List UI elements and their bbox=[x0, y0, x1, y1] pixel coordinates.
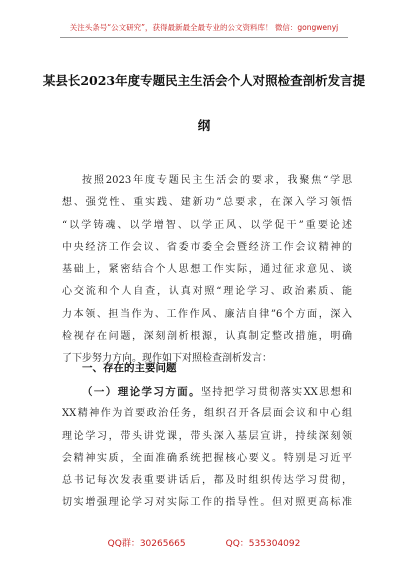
theory-line: 切实增强理论学习对实际工作的指导性。但对照更高标准 bbox=[62, 497, 352, 509]
intro-line: 了下步努力方向。现作如下对照检查剖析发言： bbox=[62, 353, 272, 365]
intro-line: 按照2023年度专题民主生活会的要求，我聚焦“学思 bbox=[82, 175, 352, 186]
intro-paragraph bbox=[62, 170, 352, 371]
theory-line-first-rest: 坚持把学习贯彻落实XX思想和 bbox=[200, 387, 352, 398]
theory-study-paragraph bbox=[62, 381, 352, 515]
subsection-label: （一）理论学习方面。 bbox=[82, 386, 201, 398]
section-heading-problems: 一、存在的主要问题 bbox=[82, 362, 177, 374]
intro-line: 想、强党性、重实践、建新功”总要求，在深入学习领悟 bbox=[62, 197, 352, 209]
theory-line: XX精神作为首要政治任务，组织召开各层面会议和中心组 bbox=[62, 408, 352, 420]
intro-line: 力本领、担当作为、工作作风、廉洁自律”6个方面，深入 bbox=[62, 308, 352, 320]
theory-line-first bbox=[62, 381, 352, 403]
document-title-line-2: 纲 bbox=[197, 118, 211, 133]
intro-line: 检视存在问题，深刻剖析根源，认真制定整改措施，明确 bbox=[62, 331, 352, 343]
footer-contact bbox=[0, 536, 408, 549]
theory-line: 总书记每次发表重要讲话后，都及时组织传达学习贯彻， bbox=[62, 475, 352, 487]
document-title-line-1: 某县长2023年度专题民主生活会个人对照检查剖析发言提 bbox=[42, 73, 366, 88]
footer-qq-group: QQ群：30265665 bbox=[107, 539, 186, 549]
intro-line: 心交流和个人自查，认真对照“理论学习、政治素质、能 bbox=[62, 286, 352, 298]
header-promo-note: 关注头条号“公文研究”，获得最新最全最专业的公文资料库！ 微信：gongwenyj bbox=[69, 23, 339, 32]
theory-line: 会精神实质，全面准确系统把握核心要义。特别是习近平 bbox=[62, 452, 352, 464]
footer-qq: QQ：535304092 bbox=[225, 539, 301, 549]
intro-line: 基础上，紧密结合个人思想工作实际，通过征求意见、谈 bbox=[62, 264, 352, 276]
intro-line: “以学铸魂、以学增智、以学正风、以学促干”重要论述 bbox=[62, 219, 352, 231]
intro-line: 中央经济工作会议、省委市委全会暨经济工作会议精神的 bbox=[62, 241, 352, 253]
header-divider bbox=[60, 37, 348, 38]
theory-line: 理论学习，带头讲党课，带头深入基层宣讲，持续深刻领 bbox=[62, 430, 352, 442]
